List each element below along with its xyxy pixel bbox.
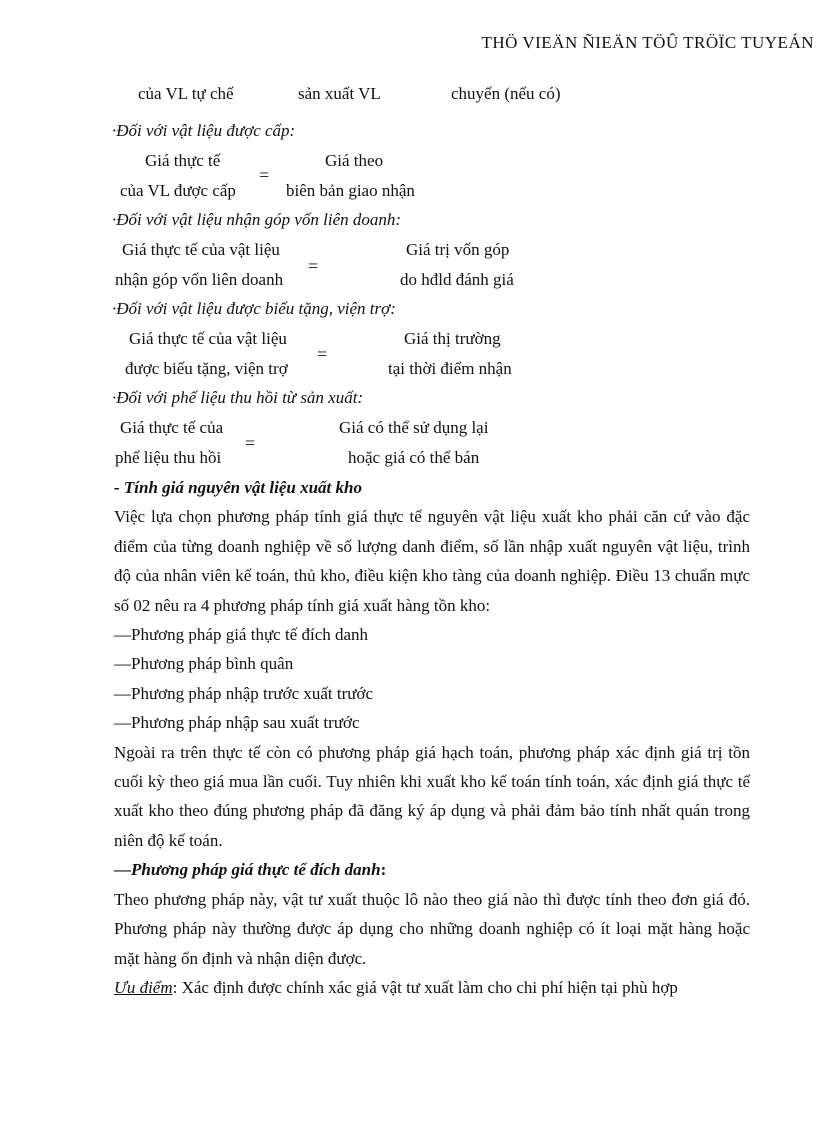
subheading: - Tính giá nguyên vật liệu xuất kho bbox=[114, 478, 362, 497]
advantage-label: Ưu điểm bbox=[114, 977, 173, 997]
formula-right-line1: Giá có thể sử dụng lại bbox=[339, 418, 489, 437]
equals-sign: = bbox=[317, 344, 328, 364]
formula-right-line2: tại thời điểm nhận bbox=[388, 359, 512, 378]
formula-right-line1: Giá trị vốn góp bbox=[406, 240, 510, 259]
formula-right-line1: Giá thị trường bbox=[404, 329, 501, 348]
body-text bbox=[114, 473, 750, 1002]
formula-left-line1: Giá thực tế của vật liệu bbox=[122, 240, 280, 259]
formula-left-line2: nhận góp vốn liên doanh bbox=[115, 270, 284, 289]
section-heading: ·Đối với vật liệu được cấp: bbox=[112, 121, 296, 140]
formula-right-line1: Giá theo bbox=[325, 151, 384, 170]
paragraph: Theo phương pháp này, vật tư xuất thuộc lô nào theo giá nào thì được tính theo đơn giá đó. Phương pháp này thường được áp dụng cho những doanh nghiệp có ít loại mặt hàng hoặc mặt hàng ổn định và nhận diện được. bbox=[114, 889, 750, 968]
method-item: —Phương pháp nhập sau xuất trước bbox=[114, 713, 360, 733]
equals-sign: = bbox=[308, 256, 319, 276]
formula-left-line1: Giá thực tế bbox=[145, 151, 221, 170]
method-item: —Phương pháp giá thực tế đích danh bbox=[114, 625, 369, 645]
top-row-col2: sản xuất VL bbox=[298, 84, 381, 103]
formula-left-line2: của VL được cấp bbox=[120, 181, 236, 200]
formula-right-line2: hoặc giá có thể bán bbox=[348, 448, 480, 467]
paragraph: Ngoài ra trên thực tế còn có phương pháp giá hạch toán, phương pháp xác định giá trị tồn cuối kỳ theo giá mua lần cuối. Tuy nhiên khi xuất kho kế toán tính toán, xác định giá thực tế xuất kho theo đúng phương pháp đã đăng ký áp dụng và phải đảm bảo tính nhất quán trong niên độ kế toán. bbox=[114, 742, 750, 850]
equals-sign: = bbox=[259, 165, 270, 185]
section-heading: ·Đối với vật liệu nhận góp vốn liên doanh: bbox=[112, 210, 402, 229]
top-row-col3: chuyển (nếu có) bbox=[451, 84, 561, 103]
method-item: —Phương pháp nhập trước xuất trước bbox=[114, 683, 374, 703]
equals-sign: = bbox=[245, 433, 256, 453]
formula-left-line2: phế liệu thu hồi bbox=[115, 448, 222, 467]
section-heading: ·Đối với phế liệu thu hồi từ sản xuất: bbox=[112, 388, 364, 407]
top-row-col1: của VL tự chế bbox=[138, 84, 234, 103]
method-item: —Phương pháp bình quân bbox=[114, 654, 294, 674]
formula-right-line2: do hđld đánh giá bbox=[400, 270, 514, 289]
page-header: THÖ VIEÄN ÑIEÄN TÖÛ TRÖÏC TUYEÁN bbox=[481, 33, 814, 52]
formula-right-line2: biên bản giao nhận bbox=[286, 181, 415, 200]
formula-left-line1: Giá thực tế của bbox=[120, 418, 224, 437]
method-heading: —Phương pháp giá thực tế đích danh: bbox=[114, 860, 387, 880]
advantage-line: Ưu điểm: Xác định được chính xác giá vật tư xuất làm cho chi phí hiện tại phù hợp bbox=[114, 977, 678, 997]
formula-left-line1: Giá thực tế của vật liệu bbox=[129, 329, 287, 348]
formula-left-line2: được biếu tặng, viện trợ bbox=[125, 359, 288, 378]
section-heading: ·Đối với vật liệu được biếu tặng, viện trợ: bbox=[112, 299, 396, 318]
paragraph: Việc lựa chọn phương pháp tính giá thực tế nguyên vật liệu xuất kho phải căn cứ vào đặc điểm của từng doanh nghiệp về số lượng danh điểm, số lần nhập xuất nguyên vật liệu, trình độ của nhân viên kế toán, thủ kho, điều kiện kho tàng của doanh nghiệp. Điều 13 chuẩn mực số 02 nêu ra 4 phương pháp tính giá xuất hàng tồn kho: bbox=[114, 507, 750, 615]
